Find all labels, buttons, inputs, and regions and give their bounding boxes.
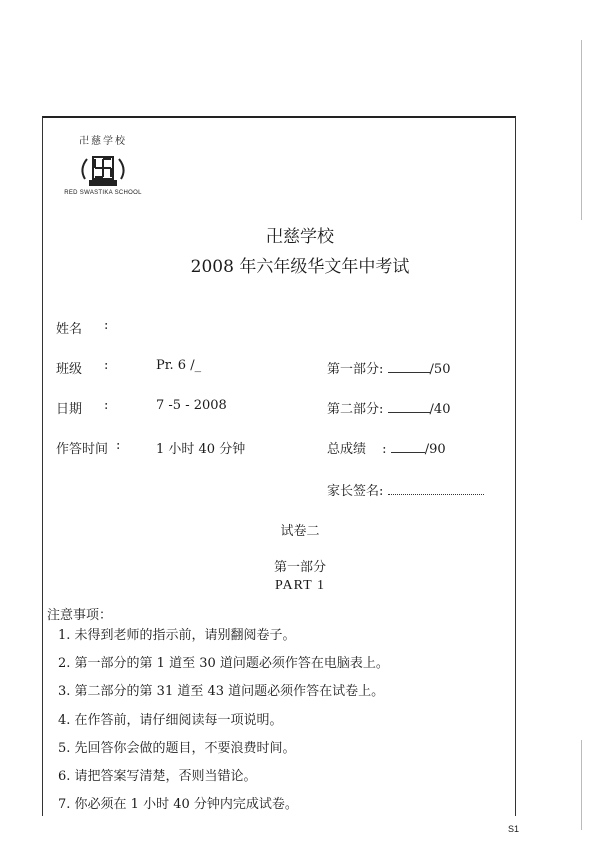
note-item: 6. 请把答案写清楚，否则当错论。 [58, 768, 257, 784]
parent-signature-colon: : [379, 484, 384, 499]
part2-score-blank [388, 400, 430, 413]
page-number: S1 [508, 824, 520, 834]
total-score-row [327, 438, 446, 457]
exam-title: 2008 年六年级华文年中考试 [190, 257, 410, 277]
class-value: Pr. 6 /_ [156, 358, 202, 373]
part1-score-label: 第一部分 [327, 362, 380, 377]
part2-score-row [327, 398, 450, 417]
school-emblem-icon [75, 149, 131, 189]
part1-score-blank [388, 360, 430, 373]
note-item: 1. 未得到老师的指示前，请别翻阅卷子。 [58, 628, 296, 643]
name-colon: : [104, 318, 109, 333]
part1-score-colon: : [379, 362, 384, 377]
date-label: 日期 [56, 402, 83, 417]
part2-score-total: /40 [429, 402, 451, 417]
total-score-colon: : [382, 442, 387, 457]
total-score-blank [391, 440, 425, 453]
parent-signature-blank [388, 482, 484, 495]
date-value: 7 -5 - 2008 [156, 398, 227, 413]
school-title: 卍慈学校 [266, 227, 334, 247]
time-label: 作答时间 [56, 442, 109, 457]
school-logo [58, 130, 148, 210]
class-colon: : [104, 358, 109, 373]
note-item: 3. 第二部分的第 31 道至 43 道问题必须作答在试卷上。 [58, 684, 385, 700]
scan-mark [581, 740, 582, 830]
part1-score-row [327, 358, 450, 377]
note-item: 4. 在作答前，请仔细阅读每一项说明。 [58, 712, 283, 728]
part2-score-colon: : [379, 402, 384, 417]
parent-signature-row [327, 480, 484, 499]
part2-score-label: 第二部分 [327, 402, 380, 417]
scan-mark [581, 40, 582, 220]
part-cn-title: 第一部分 [273, 560, 326, 575]
time-colon: : [116, 438, 121, 453]
notes-list [58, 622, 389, 819]
part-en-title: PART 1 [275, 578, 325, 593]
date-colon: : [104, 398, 109, 413]
note-item: 7. 你必须在 1 小时 40 分钟内完成试卷。 [58, 797, 298, 813]
notes-title: 注意事项： [47, 608, 113, 623]
logo-top-text: 卍慈学校 [79, 136, 127, 147]
parent-signature-label: 家长签名 [327, 484, 380, 499]
logo-caption: RED SWASTIKA SCHOOL [64, 190, 142, 196]
note-item: 5. 先回答你会做的题目，不要浪费时间。 [58, 740, 296, 756]
total-score-label: 总成绩 [327, 442, 367, 457]
name-label: 姓名 [56, 322, 83, 337]
class-label: 班级 [56, 362, 83, 377]
time-value: 1 小时 40 分钟 [156, 442, 246, 457]
total-score-total: /90 [424, 442, 446, 457]
note-item: 2. 第一部分的第 1 道至 30 道问题必须作答在电脑表上。 [58, 656, 389, 672]
paper-title: 试卷二 [280, 524, 320, 539]
part1-score-total: /50 [429, 362, 451, 377]
